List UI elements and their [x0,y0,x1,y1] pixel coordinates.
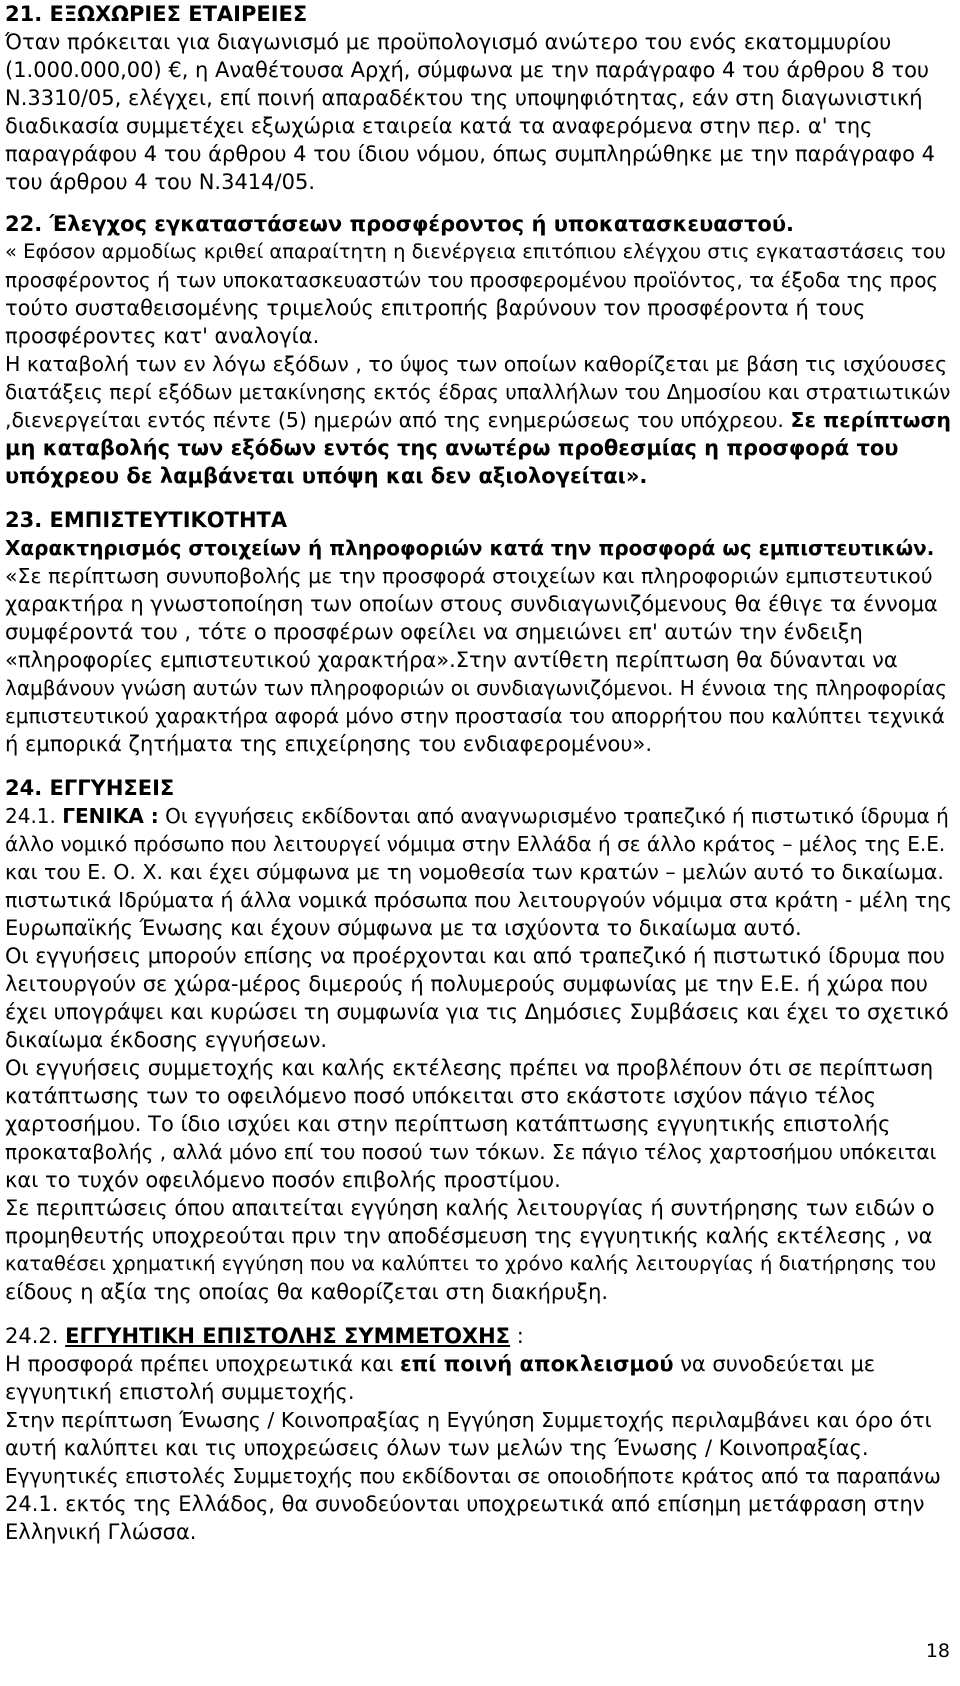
section-21-line: του άρθρου 4 του Ν.3414/05. [5,170,315,194]
section-24-1-line: Οι εγγυήσεις συμμετοχής και καλής εκτέλεσης πρέπει να προβλέπουν ότι σε περίπτωση [5,1056,934,1080]
section-24-2-heading [5,1324,524,1348]
section-21-line: Όταν πρόκειται για διαγωνισμό με προϋπολογισμό ανώτερο του ενός εκατομμυρίου [5,30,892,54]
section-24-1-first-line [5,804,949,828]
section-22-bold-line: υπόχρεου δε λαμβάνεται υπόψη και δεν αξιολογείται». [5,464,648,488]
section-23-line: «πληροφορίες εμπιστευτικού χαρακτήρα».Στην αντίθετη περίπτωση θα δύνανται να [5,648,898,672]
section-23-line: «Σε περίπτωση συνυποβολής με την προσφορά στοιχείων και πληροφοριών εμπιστευτικού [5,564,933,588]
section-21-heading: 21. ΕΞΩΧΩΡΙΕΣ ΕΤΑΙΡΕΙΕΣ [5,2,308,26]
section-24-1-line: Ευρωπαϊκής Ένωσης και έχουν σύμφωνα με τα ισχύοντα το δικαίωμα αυτό. [5,916,802,940]
section-22-bold-line: μη καταβολής των εξόδων εντός της ανωτέρω προθεσμίας η προσφορά του [5,436,899,460]
section-23-line: ή εμπορικά ζητήματα της επιχείρησης του ενδιαφερομένου». [5,732,653,756]
section-24-1-line: άλλο νομικό πρόσωπο που λειτουργεί νόμιμα στην Ελλάδα ή σε άλλο κράτος – μέλος της Ε.Ε. [5,832,946,856]
section-22-line [5,408,951,432]
section-23-heading: 23. ΕΜΠΙΣΤΕΥΤΙΚΟΤΗΤΑ [5,508,288,532]
section-23-line: λαμβάνουν γνώση αυτών των πληροφοριών οι συνδιαγωνιζόμενοι. Η έννοια της πληροφορίας [5,676,947,700]
section-24-1-line: χαρτοσήμου. Το ίδιο ισχύει και στην περίπτωση κατάπτωσης εγγυητικής επιστολής [5,1112,891,1136]
section-24-2-text: να συνοδεύεται με [680,1352,876,1376]
section-22-bold-text: Σε περίπτωση [790,408,952,432]
section-24-1-line: και το τυχόν οφειλόμενο ποσόν επιβολής προστίμου. [5,1168,561,1192]
section-22-line: προσφέροντες κατ' αναλογία. [5,324,320,348]
section-21-line: διαδικασία συμμετέχει εξωχώρια εταιρεία κατά τα αναφερόμενα στην περ. α' της [5,114,873,138]
section-24-2-number: 24.2. [5,1324,59,1348]
section-24-2-title: ΕΓΓΥΗΤΙΚΗ ΕΠΙΣΤΟΛΗΣ ΣΥΜΜΕΤΟΧΗΣ [65,1324,511,1348]
section-24-1-line: είδους η αξία της οποίας θα καθορίζεται στη διακήρυξη. [5,1280,609,1304]
section-24-2-line: Στην περίπτωση Ένωσης / Κοινοπραξίας η Εγγύηση Συμμετοχής περιλαμβάνει και όρο ότι [5,1408,932,1432]
section-24-1-line: προμηθευτής υποχρεούται πριν την αποδέσμευση της εγγυητικής καλής εκτέλεσης , να [5,1224,933,1248]
section-23-line: χαρακτήρα η γνωστοποίηση των οποίων στους συνδιαγωνιζόμενους θα έθιγε τα έννομα [5,592,938,616]
section-24-1-line: καταθέσει χρηματική εγγύηση που να καλύπτει το χρόνο καλής λειτουργίας ή διατήρησης του [5,1252,937,1275]
section-24-1-line: έχει υπογράψει και κυρώσει τη συμφωνία για τις Δημόσιες Συμβάσεις και έχει το σχετικό [5,1000,949,1024]
section-24-1-line: δικαίωμα έκδοσης εγγυήσεων. [5,1028,328,1052]
section-24-2-text: Η προσφορά πρέπει υποχρεωτικά και [5,1352,394,1376]
section-24-2-colon: : [510,1324,524,1348]
page-number: 18 [925,1640,950,1662]
section-22-line: Η καταβολή των εν λόγω εξόδων , το ύψος των οποίων καθορίζεται με βάση τις ισχύουσες [5,352,948,376]
section-23-line: συμφέροντά του , τότε ο προσφέρων οφείλει να σημειώνει επ' αυτών την ένδειξη [5,620,863,644]
section-24-1-line: προκαταβολής , αλλά μόνο επί του ποσού των τόκων. Σε πάγιο τέλος χαρτοσήμου υπόκειται [5,1140,937,1164]
section-24-1-line: και του Ε. Ο. Χ. και έχει σύμφωνα με τη νομοθεσία των κρατών – μελών αυτό το δικαίωμα. [5,860,944,884]
section-22-line: « Εφόσον αρμοδίως κριθεί απαραίτητη η διενέργεια επιτόπιου ελέγχου στις εγκαταστάσεις του [5,240,946,263]
section-24-1-title: ΓΕΝΙΚΑ : [62,804,159,828]
section-24-2-line: 24.1. εκτός της Ελλάδος, θα συνοδεύονται υποχρεωτικά από επίσημη μετάφραση στην [5,1492,925,1516]
section-24-2-line: Ελληνική Γλώσσα. [5,1520,197,1544]
section-23-line: εμπιστευτικού χαρακτήρα αφορά μόνο στην προστασία του απορρήτου που καλύπτει τεχνικά [5,704,945,728]
section-24-1-text: Οι εγγυήσεις εκδίδονται από αναγνωρισμένο τραπεζικό ή πιστωτικό ίδρυμα ή [158,804,949,828]
section-22-line: τούτο συσταθεισομένης τριμελούς επιτροπής βαρύνουν τον προσφέροντα ή τους [5,296,866,320]
section-24-1-line: πιστωτικά Ιδρύματα ή άλλα νομικά πρόσωπα που λειτουργούν νόμιμα στα κράτη - μέλη της [5,888,952,912]
section-24-2-line: εγγυητική επιστολή συμμετοχής. [5,1380,355,1404]
section-24-2-line: αυτή καλύπτει και τις υποχρεώσεις όλων των μελών της Ένωσης / Κοινοπραξίας. [5,1436,869,1460]
section-23-subheading: Χαρακτηρισμός στοιχείων ή πληροφοριών κατά την προσφορά ως εμπιστευτικών. [5,536,935,560]
section-22-text: ,διενεργείται εντός πέντε (5) ημερών από της ενημερώσεως του υπόχρεου. [5,408,784,432]
section-24-2-first-line [5,1352,875,1376]
section-22-line: προσφέροντος ή των υποκατασκευαστών του προσφερομένου προϊόντος, τα έξοδα της προς [5,268,939,292]
section-21-line: παραγράφου 4 του άρθρου 4 του ίδιου νόμου, όπως συμπληρώθηκε με την παράγραφο 4 [5,142,936,166]
section-24-1-number: 24.1. [5,804,56,828]
section-24-1-line: Σε περιπτώσεις όπου απαιτείται εγγύηση καλής λειτουργίας ή συντήρησης των ειδών ο [5,1196,935,1220]
section-24-1-line: κατάπτωσης των το οφειλόμενο ποσό υπόκειται στο εκάστοτε ισχύον πάγιο τέλος [5,1084,877,1108]
section-22-line: διατάξεις περί εξόδων μετακίνησης εκτός έδρας υπαλλήλων του Δημοσίου και στρατιωτικών [5,380,951,404]
section-21-line: (1.000.000,00) €, η Αναθέτουσα Αρχή, σύμφωνα με την παράγραφο 4 του άρθρου 8 του [5,58,930,82]
section-24-1-line: λειτουργούν σε χώρα-μέρος διμερούς ή πολυμερούς συμφωνίας με την Ε.Ε. ή χώρα που [5,972,928,996]
section-24-1-line: Οι εγγυήσεις μπορούν επίσης να προέρχονται και από τραπεζικό ή πιστωτικό ίδρυμα που [5,944,945,968]
section-22-heading: 22. Έλεγχος εγκαταστάσεων προσφέροντος ή υποκατασκευαστού. [5,212,795,236]
section-24-heading: 24. ΕΓΓΥΗΣΕΙΣ [5,776,175,800]
section-21-line: Ν.3310/05, ελέγχει, επί ποινή απαραδέκτου της υποψηφιότητας, εάν στη διαγωνιστική [5,86,923,110]
section-24-2-bold-text: επί ποινή αποκλεισμού [399,1352,674,1376]
section-24-2-line: Εγγυητικές επιστολές Συμμετοχής που εκδίδονται σε οποιοδήποτε κράτος από τα παραπάνω [5,1464,941,1488]
